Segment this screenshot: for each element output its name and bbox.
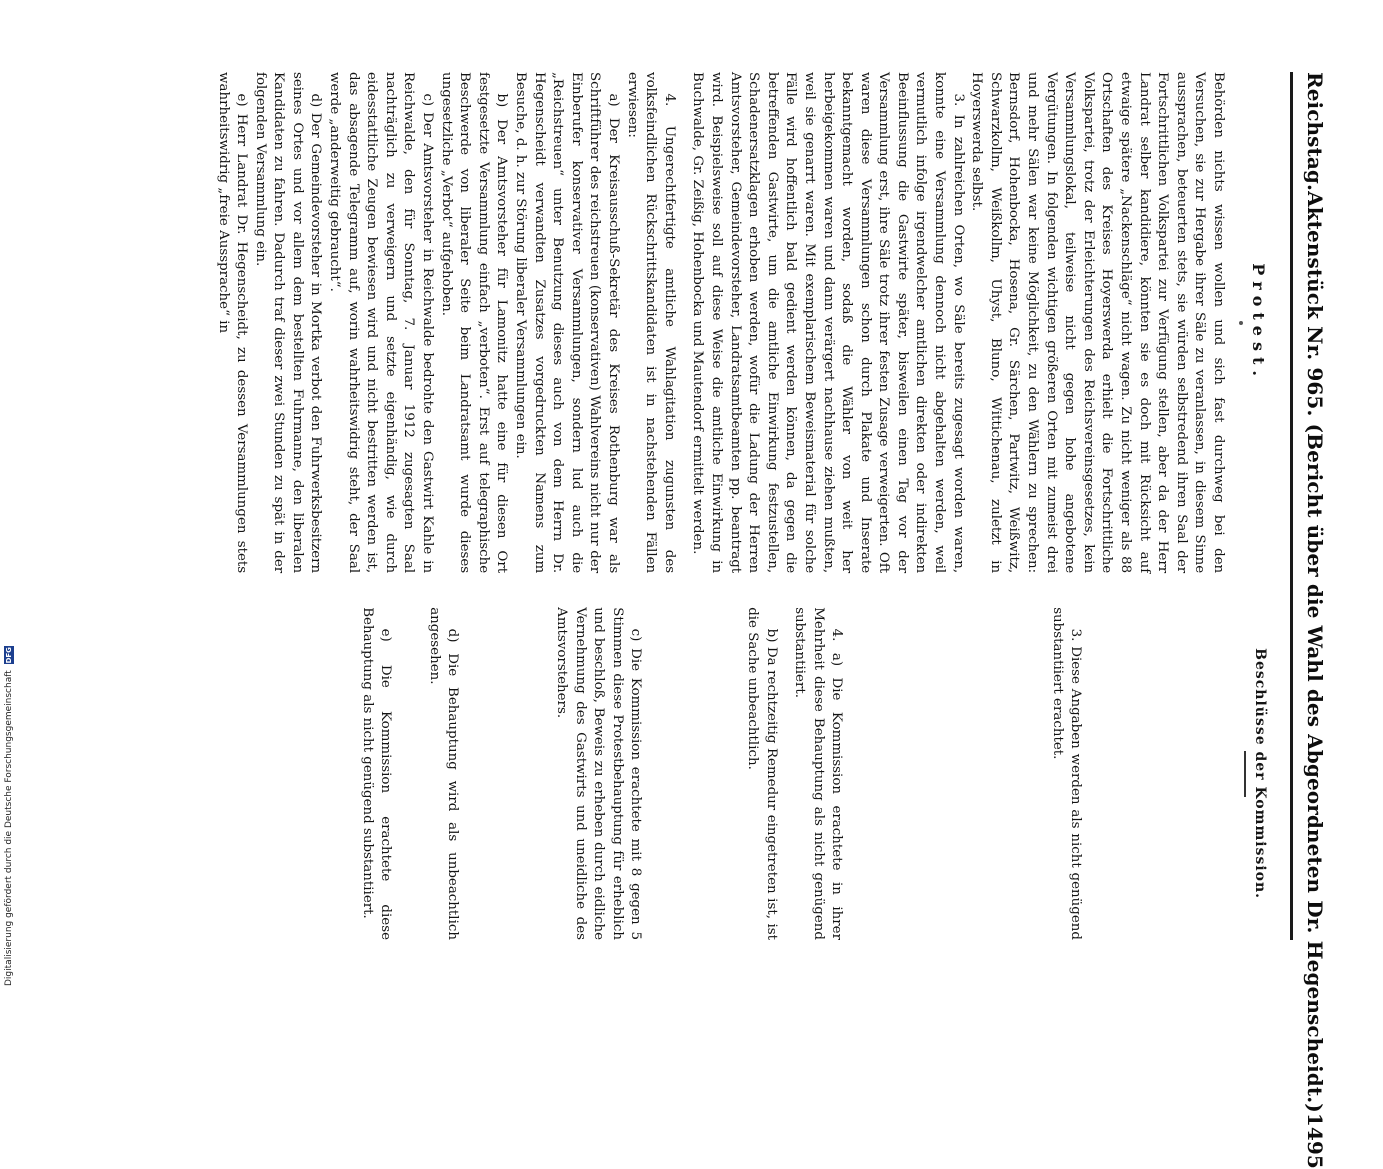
header-title: Aktenstück Nr. 965. (Bericht über die Wahl des Abgeordneten Dr. Hegenscheidt.) <box>1303 191 1327 1113</box>
protest-paragraph: 4. Ungerechtfertigte amtliche Wahlagitation zugunsten des volksfeindlichen Rückschrittskandidaten ist in nachstehenden Fällen erwiesen: <box>624 72 677 574</box>
decision-paragraph: 3. Diese Angaben werden als nicht genügend substantiiert erachtet. <box>1049 607 1084 940</box>
decision-paragraph: 4. a) Die Kommission erachtete in ihrer Mehrheit diese Behauptung als nicht genügend substantiiert. <box>792 607 845 940</box>
dfg-logo-icon: DFG <box>5 647 13 664</box>
protest-paragraph: d) Der Gemeindevorsteher in Mortka verbot den Fuhrwerksbesitzern seines Ortes und vor allem dem bestellten Fuhrmanne, den liberalen Kandidaten zu fahren. Dadurch traf dieser zwei Stunden zu spät in der folgenden Versammlung ein. <box>252 72 324 574</box>
page-number: 1495 <box>1303 1112 1327 1169</box>
header-rule <box>1290 72 1293 940</box>
protest-paragraph: b) Der Amtsvorsteher für Lamonitz hatte eine für diesen Ort festgesetzte Versammlung einfach „verboten“. Erst auf telegraphische Beschwerde von liberaler Seite beim Landratsamt wurde dieses ungesetzliche „Verbot“ aufgehoben. <box>438 72 510 574</box>
decision-paragraph: d) Die Behauptung wird als unbeachtlich angesehen. <box>426 607 461 940</box>
protest-paragraph: a) Der Kreisausschuß-Sekretär des Kreises Rothenburg war als Schriftführer des reichstreuen (konservativen) Wahlvereins nicht nur der Einberufer konservativer Versammlungen, sondern lud auch die „Reichstreuen“ unter Benutzung dieses auch von dem Herrn Dr. Hegenscheidt verwandten Zusatzes vorgedruckten Namens zum Besuche, d. h. zur Störung liberaler Versammlungen ein. <box>513 72 621 574</box>
protest-title: Protest. <box>1249 263 1268 382</box>
decision-paragraph: c) Die Kommission erachtete mit 8 gegen 5 Stimmen diese Protestbehauptung für erheblich und beschloß, Beweis zu erheben durch eidliche Vernehmung des Gastwirts und uneidliche des Amtsvorstehers. <box>553 607 644 940</box>
two-columns <box>213 72 1276 940</box>
commission-title: Beschlüsse der Kommission. <box>1252 648 1268 900</box>
footer-text: Digitalisierung gefördert durch die Deutsche Forschungsgemeinschaft <box>4 670 14 986</box>
protest-paragraph: 3. In zahlreichen Orten, wo Säle bereits zugesagt worden waren, konnte eine Versammlung dennoch nicht abgehalten werden, weil vermutlich infolge irgendwelcher amtlichen direkten oder indirekten Beeinflussung die Gastwirte später, bisweilen einen Tag vor der Versammlung erst, ihre Säle trotz ihrer festen Zusage verweigerten. Oft waren diese Versammlungen schon durch Plakate und Inserate bekanntgemacht worden, sodaß die Wähler von weit her herbeigekommen waren und dann verärgert nachhause ziehen mußten, weil sie genarrt waren. Mit exemplarischem Beweismaterial für solche Fälle wird hoffentlich bald gedient werden können, da gegen die betreffenden Gastwirte, um die amtliche Einwirkung festzustellen, Schadenersatzklagen erhoben werden, wofür die Ladung der Herren Amtsvorsteher, Gemeindevorsteher, Landratsamtbeamten pp. beantragt wird. Beispielsweise soll auf diese Weise die amtliche Einwirkung in Buchwalde, Gr. Zeißig, Hohenbocka und Mautendorf ermittelt werden. <box>690 72 966 574</box>
protest-column <box>213 72 1276 573</box>
decision-paragraph: b) Da rechtzeitig Remedur eingetreten ist, ist die Sache unbeachtlich. <box>744 607 779 940</box>
protest-paragraph: e) Herr Landrat Dr. Hegenscheidt, zu dessen Versammlungen stets wahrheitswidrig „freie Aussprache“ in <box>215 72 250 574</box>
protest-paragraph: Behörden nichts wissen wollen und sich fast durchweg bei den Versuchen, sie zur Hergabe ihrer Säle zu veranlassen, in diesem Sinne aussprachen, beteuerten stets, sie würden selbstredend ihren Saal der Fortschrittlichen Volkspartei zur Verfügung stellen, aber da der Herr Landrat selber kandidiere, könnten sie es doch mit Rücksicht auf etwaige spätere „Nackenschläge“ nicht wagen. Zu nicht weniger als 88 Ortschaften des Kreises Hoyerswerda erhielt die Fortschrittliche Volkspartei, trotz der Erleichterungen des Reichsvereinsgesetzes, kein Versammlungslokal, teilweise nicht gegen hohe angebotene Vergütungen. In folgenden wichtigen größeren Orten mit zumeist drei und mehr Sälen war keine Möglichkeit, zu den Wählern zu sprechen: Bernsdorf, Hohenbocka, Hosena, Gr. Särchen, Partwitz, Weißwitz, Schwarzkollm, Weißkollm, Uhyst, Bluno, Wittichenau, zuletzt in Hoyerswerda selbst. <box>969 72 1226 574</box>
title-rule <box>1245 751 1247 797</box>
header-left: Reichstag. <box>1303 72 1327 192</box>
title-dot <box>1239 321 1243 325</box>
page-header <box>1303 72 1327 1169</box>
commission-column <box>213 607 1276 940</box>
protest-paragraph: c) Der Amtsvorsteher in Reichwalde bedrohte den Gastwirt Kahle in Reichwalde, den für Sonntag, 7. Januar 1912 zugesagten Saal nachträglich zu verweigern und setzte eigenhändig, wie durch eidesstattliche Zeugen bewiesen wird und nicht bestritten werden ist, das absagende Telegramm auf, worin wahrheitswidrig steht, der Saal werde „anderweitig gebraucht“. <box>327 72 436 574</box>
decision-paragraph: e) Die Kommission erachtete diese Behauptung als nicht genügend substantiiert. <box>359 607 394 940</box>
